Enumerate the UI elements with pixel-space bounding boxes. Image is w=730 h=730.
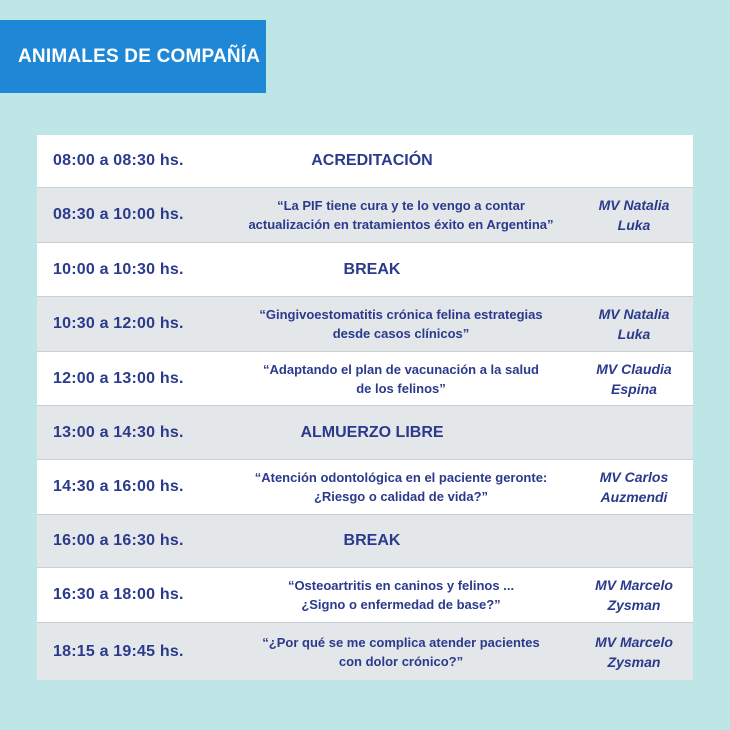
talk-title <box>227 196 575 234</box>
row-time: 14:30 a 16:00 hs. <box>53 478 184 495</box>
schedule-row-2 <box>37 188 693 243</box>
speaker-line: Luka <box>617 217 651 233</box>
talk-title <box>227 576 575 614</box>
talk-title <box>227 305 575 343</box>
speaker-name <box>575 304 693 344</box>
schedule-row-7 <box>37 460 693 515</box>
talk-title-line: “Osteoartritis en caninos y felinos ... <box>287 578 515 593</box>
talk-title-line: ¿Signo o enfermedad de base?” <box>301 597 501 612</box>
row-time: 13:00 a 14:30 hs. <box>53 423 184 441</box>
talk-title-line: “La PIF tiene cura y te lo vengo a contar <box>277 198 525 213</box>
speaker-line: MV Carlos <box>599 469 669 485</box>
row-label: ALMUERZO LIBRE <box>300 423 444 441</box>
talk-title-line: con dolor crónico?” <box>338 653 464 669</box>
speaker-line: Auzmendi <box>600 489 668 505</box>
row-time: 10:00 a 10:30 hs. <box>53 260 184 278</box>
row-label: ACREDITACIÓN <box>311 152 433 169</box>
speaker-name <box>575 195 693 235</box>
row-time: 18:15 a 19:45 hs. <box>53 642 184 660</box>
speaker-name <box>575 359 693 399</box>
talk-title-line: ¿Riesgo o calidad de vida?” <box>313 489 489 504</box>
speaker-line: Zysman <box>607 653 661 670</box>
speaker-name <box>575 575 693 615</box>
talk-title <box>227 633 575 671</box>
schedule-row-8 <box>37 515 693 568</box>
row-time: 16:30 a 18:00 hs. <box>53 586 184 603</box>
schedule-row-9 <box>37 568 693 623</box>
row-label: BREAK <box>343 260 401 278</box>
talk-title-line: “Atención odontológica en el paciente geronte: <box>254 470 548 485</box>
speaker-name <box>575 632 693 672</box>
row-time: 16:00 a 16:30 hs. <box>53 532 184 549</box>
row-time: 10:30 a 12:00 hs. <box>53 315 184 332</box>
speaker-line: MV Marcelo <box>595 633 673 650</box>
section-header <box>0 20 266 93</box>
schedule-row-3 <box>37 243 693 297</box>
schedule-row-6 <box>37 406 693 460</box>
row-time: 08:30 a 10:00 hs. <box>53 206 184 223</box>
speaker-line: Zysman <box>607 597 661 613</box>
speaker-line: Espina <box>611 380 657 397</box>
row-time: 08:00 a 08:30 hs. <box>53 152 184 169</box>
talk-title-line: desde casos clínicos” <box>332 326 470 341</box>
speaker-line: MV Natalia <box>598 197 670 213</box>
talk-title <box>227 468 575 506</box>
schedule-row-4 <box>37 297 693 352</box>
talk-title <box>227 360 575 398</box>
speaker-line: MV Claudia <box>596 360 672 377</box>
schedule-row-1 <box>37 135 693 188</box>
schedule-row-10 <box>37 623 693 680</box>
talk-title-line: “¿Por qué se me complica atender pacientes <box>262 634 540 650</box>
section-title: ANIMALES DE COMPAÑÍA <box>18 45 261 67</box>
schedule-row-5 <box>37 352 693 406</box>
talk-title-line: “Adaptando el plan de vacunación a la salud <box>263 361 539 377</box>
talk-title-line: actualización en tratamientos éxito en Argentina” <box>248 217 554 232</box>
speaker-line: MV Marcelo <box>595 577 673 593</box>
speaker-name <box>575 467 693 507</box>
talk-title-line: de los felinos” <box>356 380 446 396</box>
speaker-line: Luka <box>617 326 651 342</box>
row-label: BREAK <box>343 532 401 549</box>
speaker-line: MV Natalia <box>598 306 670 322</box>
talk-title-line: “Gingivoestomatitis crónica felina estrategias <box>259 307 543 322</box>
schedule-table <box>37 135 693 680</box>
row-time: 12:00 a 13:00 hs. <box>53 369 184 387</box>
